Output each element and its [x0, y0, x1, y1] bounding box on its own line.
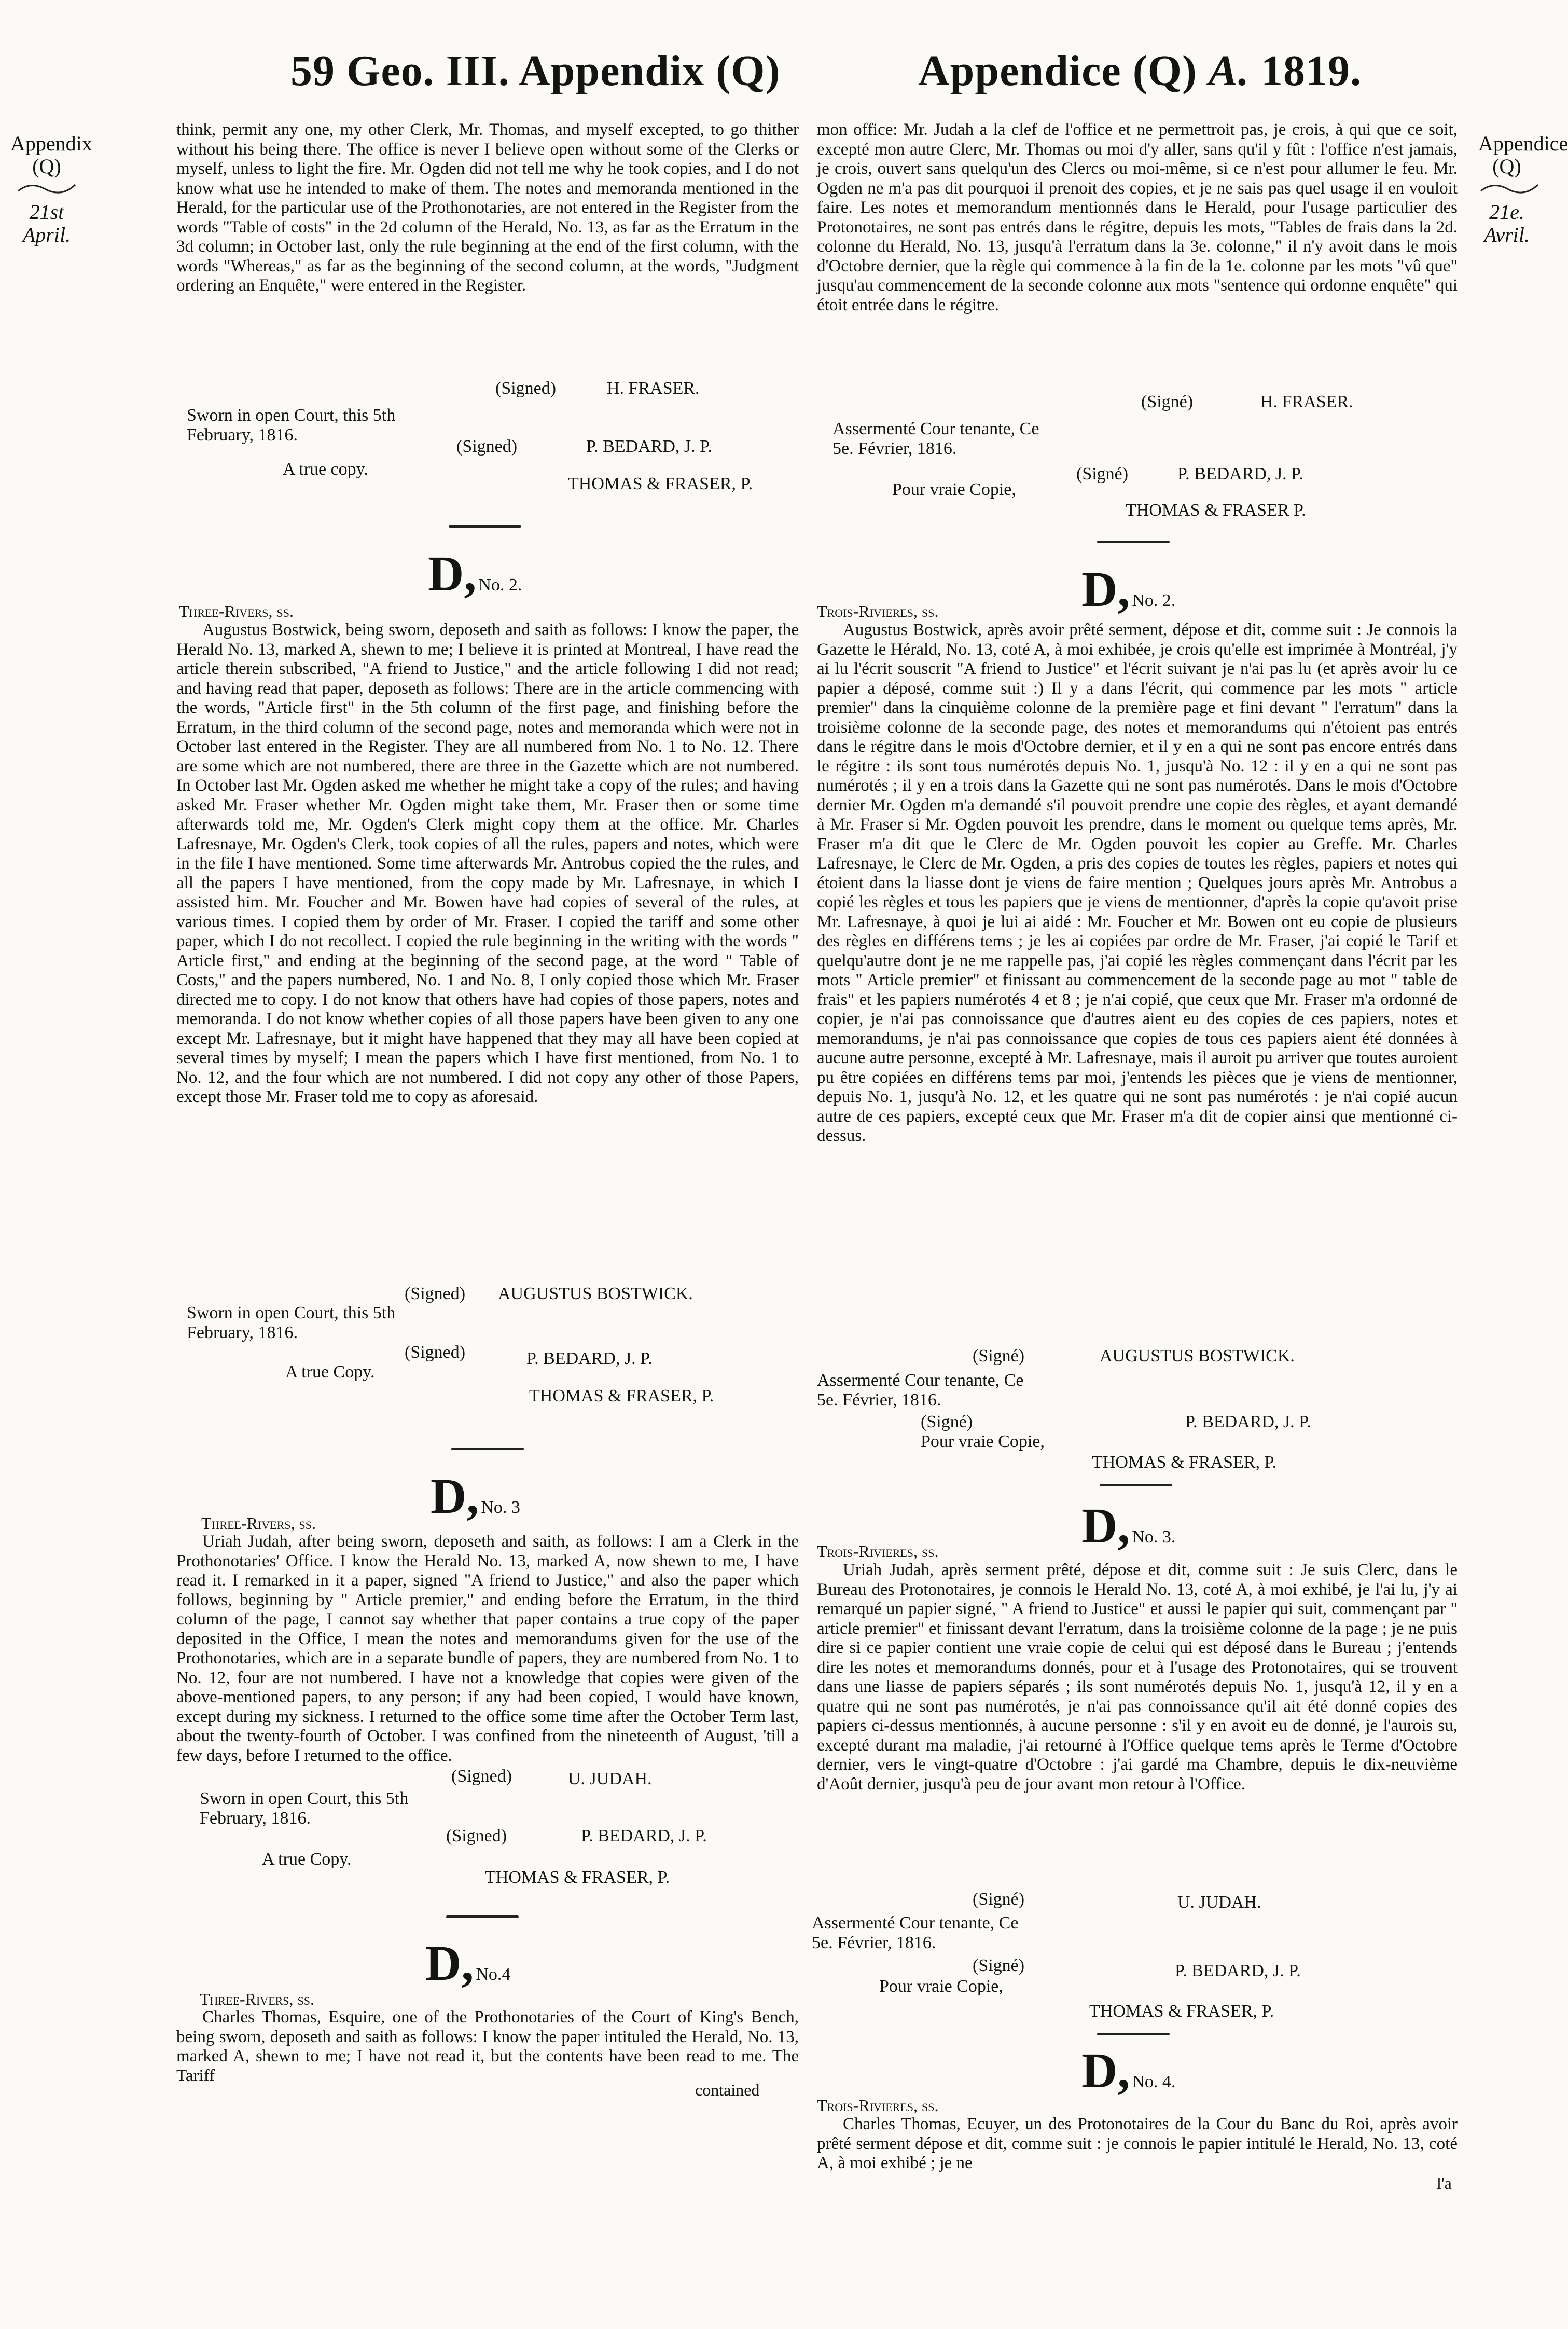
signed-label: (Signed) — [446, 1826, 507, 1845]
catchword: l'a — [1437, 2174, 1452, 2193]
section-number: No. 3 — [481, 1498, 520, 1517]
section-rule — [1097, 541, 1170, 543]
signed-label: (Signé) — [973, 1956, 1025, 1975]
section-heading-d3-en — [431, 1467, 520, 1525]
top-text-fr — [817, 120, 1458, 315]
firm-name: THOMAS & FRASER P. — [1126, 501, 1306, 520]
judge-name: P. BEDARD, J. P. — [1175, 1961, 1301, 1980]
d2-text-fr — [817, 621, 1458, 1146]
paragraph: Augustus Bostwick, being sworn, deposeth and saith as follows: I know the paper, the Herald No. 13, marked A, shewn to me; I believe it is printed at Montreal, I have read the article therein subscribed, "A friend to Justice," and the article following I did not read; and having read that paper, deposeth as follows: There are in the article commencing with the words, "Article first" in the 5th column of the first page, and finishing before the Erratum, in the third column of the second page, notes and memoranda which were not in October last entered in the Register. They are all numbered from No. 1 to No. 12. There are some which are not numbered, there are three in the Gazette which are not numbered. In October last Mr. Ogden asked me whether he might take a copy of the rules; and having asked Mr. Fraser whether Mr. Ogden might take them, Mr. Fraser then or some time afterwards told me, Mr. Ogden's Clerk might copy them at the office. Mr. Charles Lafresnaye, Mr. Ogden's Clerk, took copies of all the rules, papers and notes, which were in the file I have mentioned. Some time afterwards Mr. Antrobus copied the the rules, and all the papers I have mentioned, from the copy made by Mr. Lafresnaye, in which I assisted him. Mr. Foucher and Mr. Bowen have had copies of several of the rules, at various times. I copied them by order of Mr. Fraser. I copied the tariff and some other paper, which I do not recollect. I copied the rule beginning in the writing with the words " Article first," and ending at the beginning of the second page, at the word " Table of Costs," and the papers numbered, No. 1 and No. 8, I only copied those which Mr. Fraser directed me to copy. I do not know that others have had copies of those papers, notes and memoranda. I do not know whether copies of all those papers have been given to any one except Mr. Lafresnaye, but it might have happened that they may all have been copied at several times by myself; I mean the papers which I have first mentioned, from No. 1 to No. 12, and the four which are not numbered. I did not copy any other of those Papers, except those Mr. Fraser told me to copy as aforesaid. — [176, 621, 799, 1106]
top-text-en — [176, 120, 799, 296]
firm-name: THOMAS & FRASER, P. — [1089, 2002, 1274, 2021]
signed-label: (Signed) — [495, 379, 557, 398]
judge-name: P. BEDARD, J. P. — [526, 1349, 653, 1368]
signed-label: (Signé) — [973, 1346, 1025, 1366]
d4-text-en — [176, 2008, 799, 2086]
margin-appendice-label: Appendice — [1478, 132, 1568, 155]
section-rule — [451, 1448, 524, 1450]
section-number: No. 4. — [1132, 2072, 1176, 2091]
section-heading-d4-fr — [1081, 2042, 1175, 2099]
sworn-note: Assermenté Cour tenante, Ce 5e. Février, 1816. — [812, 1913, 1019, 1952]
venue-label: Trois-Rivieres, ss. — [817, 602, 939, 621]
signed-label: (Signed) — [405, 1343, 466, 1362]
sworn-note: Sworn in open Court, this 5th February, 1816. — [200, 1789, 409, 1828]
judge-name: P. BEDARD, J. P. — [1177, 464, 1303, 484]
paragraph: Uriah Judah, après serment prêté, dépose et dit, comme suit : Je suis Clerc, dans le Bureau des Protonotaires, je connois le Herald No. 13, coté A, à moi exhibé, je l'ai lu, j'y ai remarqué un papier signé, " A friend to Justice" et aussi le papier qui suit, commençant par " article premier" et finissant devant l'erratum, dans la troisième colonne de la page ; je ne puis dire si ce papier contient une vraie copie de celui qui est déposé dans le Bureau ; j'entends dire les notes et memorandums donnés, pour et à l'usage des Protonotaires, qui se trouvent dans une liasse de papiers séparés ; ils sont numérotés depuis No. 1, jusqu'à 12, il y en a quatre qui ne sont pas numérotés, je n'ai pas connoissance qu'il ait été donné copies des papiers ci-dessus mentionnés, à aucune personne : s'il y en avoit eu de donné, je l'aurois su, excepté durant ma maladie, j'ai retourné à l'Office quelque tems après le Terme d'Octobre dernier, vers le vingt-quatre d'Octobre : j'ai gardé ma Chambre, depuis le dix-neuvième d'Août dernier, jusqu'à peu de jour avant mon retour à l'Office. — [817, 1561, 1458, 1794]
signed-label: (Signed) — [451, 1767, 512, 1786]
section-heading-d2-fr — [1081, 560, 1175, 618]
margin-q-label: (Q) — [1492, 155, 1521, 178]
signed-label: (Signé) — [1076, 464, 1129, 484]
sworn-note: Sworn in open Court, this 5th February, 1816. — [187, 406, 396, 445]
section-rule — [446, 1915, 519, 1918]
section-rule — [449, 525, 521, 528]
section-number: No.4 — [476, 1965, 511, 1984]
firm-name: THOMAS & FRASER, P. — [529, 1386, 714, 1405]
margin-note-right — [1478, 132, 1568, 246]
section-rule — [1097, 2033, 1170, 2035]
paragraph: Charles Thomas, Ecuyer, un des Protonotaires de la Cour du Banc du Roi, après avoir prêté serment dépose et dit, comme suit : je connois le papier intitulé le Herald, No. 13, coté A, à moi exhibé ; je ne — [817, 2115, 1458, 2172]
paragraph: Uriah Judah, after being sworn, deposeth and saith, as follows: I am a Clerk in the Prothonotaries' Office. I know the Herald No. 13, marked A, now shewn to me, I have read it. I remarked in it a paper, signed "A friend to Justice," and also the paper which follows, beginning by " Article premier," and ending before the Erratum, in the third column of the page, I cannot say whether that paper contains a true copy of the paper deposited in the Office, I mean the notes and memorandums given for the use of the Prothonotaries, which are in a separate bundle of papers, they are numbered from No. 1 to No. 12, four are not numbered. I have not a knowledge that copies were given of the above-mentioned papers, to any person; if any had been copied, I would have known, except during my sickness. I returned to the office some time after the October Term last, about the twenty-fourth of October. I was confined from the nineteenth of August, 'till a few days, before I returned to the office. — [176, 1532, 799, 1765]
margin-q-label: (Q) — [32, 155, 61, 178]
signatory-name: H. FRASER. — [607, 379, 700, 398]
signed-label: (Signed) — [405, 1284, 466, 1303]
venue-label: Three-Rivers, ss. — [179, 602, 294, 621]
judge-name: P. BEDARD, J. P. — [581, 1826, 707, 1845]
d3-text-fr — [817, 1561, 1458, 1794]
signed-label: (Signé) — [973, 1890, 1025, 1909]
signatory-name: AUGUSTUS BOSTWICK. — [1100, 1346, 1295, 1366]
paragraph: mon office: Mr. Judah a la clef de l'office et ne permettroit pas, je crois, à qui que ce soit, excepté mon autre Clerc, Mr. Thomas ou moi d'y aller, sans qu'il y fût : l'office n'est jamais, je crois, ouvert sans quelqu'un des Clercs ou moi-même, si ce n'est pour allumer le feu. Mr. Ogden ne m'a pas dit pourquoi il prenoit des copies, et je ne sais pas quel usage il en vouloit faire. Les notes et memorandum mentionnés dans le Herald, pour l'usage particulier des Protonotaires, ne sont pas entrés dans le régitre, depuis les mots, "Tables de frais dans la 2d. colonne du Herald, No. 13, jusqu'à l'erratum dans la 3e. colonne," il n'y avoit dans le mois d'Octobre dernier, que la règle qui commence à la fin de la 1e. colonne par les mots "vû que" jusqu'au commencement de la seconde colonne aux mots "sentence qui ordonne enquête" qui étoit entrée dans le régitre. — [817, 120, 1458, 314]
firm-name: THOMAS & FRASER, P. — [568, 474, 753, 493]
running-head-right-year: 1819. — [1261, 47, 1362, 95]
section-letter: D, — [1081, 2043, 1130, 2098]
section-heading-d3-fr — [1081, 1497, 1175, 1554]
section-heading-d4-en — [425, 1934, 510, 1992]
signatory-name: H. FRASER. — [1260, 392, 1353, 411]
true-copy-note: A true Copy. — [262, 1850, 352, 1869]
d2-text-en — [176, 621, 799, 1107]
signed-label: (Signé) — [1141, 392, 1194, 411]
swash-ornament-icon — [16, 181, 78, 196]
signed-label: (Signed) — [456, 437, 518, 456]
true-copy-note: A true copy. — [283, 460, 368, 479]
true-copy-note: Pour vraie Copie, — [892, 480, 1016, 499]
section-number: No. 2. — [478, 575, 522, 595]
catchword: contained — [695, 2080, 760, 2099]
d4-text-fr — [817, 2115, 1458, 2173]
section-number: No. 3. — [1132, 1527, 1176, 1547]
true-copy-note: Pour vraie Copie, — [921, 1432, 1045, 1451]
judge-name: P. BEDARD, J. P. — [1185, 1412, 1311, 1431]
running-head-right-letter: A. — [1209, 47, 1250, 95]
section-heading-d2-en — [428, 545, 522, 602]
section-rule — [1100, 1484, 1172, 1486]
running-head-right — [918, 46, 1362, 96]
venue-label: Trois-Rivieres, ss. — [817, 2096, 939, 2115]
d3-text-en — [176, 1532, 799, 1766]
paragraph: think, permit any one, my other Clerk, Mr. Thomas, and myself excepted, to go thither without his being there. The office is never I believe open without some of the Clerks or myself, unless to light the fire. Mr. Ogden did not tell me why he took copies, and I do not know what use he intended to make of them. The notes and memoranda mentioned in the Herald, for the particular use of the Prothonotaries, are not entered in the Register from the words "Table of costs" in the 2d column of the Herald, No. 13, as far as the Erratum in the 3d column; in October last, only the rule beginning at the end of the first column, with the words "Whereas," as far as the beginning of the second column, at the words, "Judgment ordering an Enquête," were entered in the Register. — [176, 120, 799, 295]
running-head-left: 59 Geo. III. Appendix (Q) — [290, 47, 781, 95]
margin-date: 21st April. — [22, 200, 71, 246]
sworn-note: Sworn in open Court, this 5th February, 1816. — [187, 1303, 396, 1342]
venue-label: Trois-Rivieres, ss. — [817, 1542, 939, 1561]
signed-label: (Signé) — [921, 1412, 973, 1431]
section-letter: D, — [1081, 561, 1130, 617]
judge-name: P. BEDARD, J. P. — [586, 437, 712, 456]
firm-name: THOMAS & FRASER, P. — [485, 1868, 670, 1887]
section-letter: D, — [1081, 1498, 1130, 1553]
swash-ornament-icon — [1478, 181, 1541, 196]
paragraph: Augustus Bostwick, après avoir prêté serment, dépose et dit, comme suit : Je connois la Gazette le Hérald, No. 13, coté A, à moi exhibée, je crois qu'elle est imprimée à Montréal, j'y ai lu l'écrit souscrit "A friend to Justice" et l'écrit suivant je n'ai pas lu (et après avoir lu ce papier a déposé, comme suit :) Il y a dans l'écrit, qui commence par les mots " article premier" dans la cinquième colonne de la première page et fini devant " l'erratum" dans la troisième colonne de la seconde page, des notes et memorandums qui n'étoient pas entrés dans le régitre dans le mois d'Octobre dernier, et il y en a qui ne sont pas encore entrés dans le régitre : ils sont tous numérotés depuis No. 1, jusqu'à No. 12 : il y en a qui ne sont pas numérotés ; il y en a trois dans la Gazette qui ne sont pas numérotés. Dans le mois d'Octobre dernier Mr. Ogden m'a demandé s'il pouvoit prendre une copie des règles, et ayant demandé à Mr. Fraser si Mr. Ogden pouvoit les prendre, dans le moment ou quelque tems après, Mr. Fraser m'a dit que le Clerc de Mr. Ogden pouvoit les copier au Greffe. Mr. Charles Lafresnaye, le Clerc de Mr. Ogden, a pris des copies de toutes les règles, papiers et notes qui étoient dans la liasse dont je viens de faire mention ; Quelques jours après Mr. Antrobus a copié les règles et tous les papiers que je viens de mentionner, d'après la copie qu'avoit prise Mr. Lafresnaye, à quoi je lui ai aidé : Mr. Foucher et Mr. Bowen ont eu copie de plusieurs des règles en différens tems ; je les ai copiées par ordre de Mr. Fraser, j'ai copié le Tarif et quelqu'autre dont je ne me rappelle pas, j'ai copié les règles commençant dans l'écrit par les mots " Article premier" et finissant au commencement de la seconde page au mot " table de frais" et les papiers numérotés 4 et 8 ; je n'ai copié, que ceux que Mr. Fraser m'a ordonné de copier, je n'ai pas connoissance que d'autres aient eu des copies de ces papiers, notes et memorandums, je n'ai pas connoissance que copies de tous ces papiers aient été données à aucune autre personne, excepté à Mr. Lafresnaye, mais il auroit pu arriver que toutes auroient pu être copiées en différens tems par moi, j'entends les pièces que je viens de mentionner, depuis No. 1, jusqu'à No. 12, et les quatre qui ne sont pas numérotés : je n'ai copié aucun autre de ces papiers, excepté ceux que Mr. Fraser m'a dit de copier ainsi que mentionné ci-dessus. — [817, 621, 1458, 1145]
true-copy-note: Pour vraie Copie, — [879, 1977, 1003, 1996]
margin-note-left — [10, 132, 92, 246]
section-letter: D, — [431, 1468, 479, 1524]
section-number: No. 2. — [1132, 591, 1176, 610]
sworn-note: Assermenté Cour tenante, Ce 5e. Février, 1816. — [832, 419, 1039, 458]
running-head-right-prefix: Appendice (Q) — [918, 47, 1197, 95]
section-letter: D, — [428, 546, 477, 601]
margin-appendix-label: Appendix — [10, 132, 92, 155]
venue-label: Three-Rivers, ss. — [200, 1990, 315, 2008]
venue-label: Three-Rivers, ss. — [201, 1514, 316, 1533]
firm-name: THOMAS & FRASER, P. — [1092, 1453, 1277, 1472]
paragraph: Charles Thomas, Esquire, one of the Prothonotaries of the Court of King's Bench, being sworn, deposeth and saith as follows: I know the paper intituled the Herald, No. 13, marked A, shewn to me; I have not read it, but the contents have been read to me. The Tariff — [176, 2008, 799, 2085]
signatory-name: U. JUDAH. — [1177, 1893, 1261, 1912]
margin-date: 21e. Avril. — [1484, 200, 1530, 246]
signatory-name: U. JUDAH. — [568, 1769, 652, 1788]
sworn-note: Assermenté Cour tenante, Ce 5e. Février, 1816. — [817, 1371, 1024, 1410]
section-letter: D, — [425, 1935, 474, 1991]
true-copy-note: A true Copy. — [285, 1362, 375, 1382]
signatory-name: AUGUSTUS BOSTWICK. — [498, 1284, 693, 1303]
